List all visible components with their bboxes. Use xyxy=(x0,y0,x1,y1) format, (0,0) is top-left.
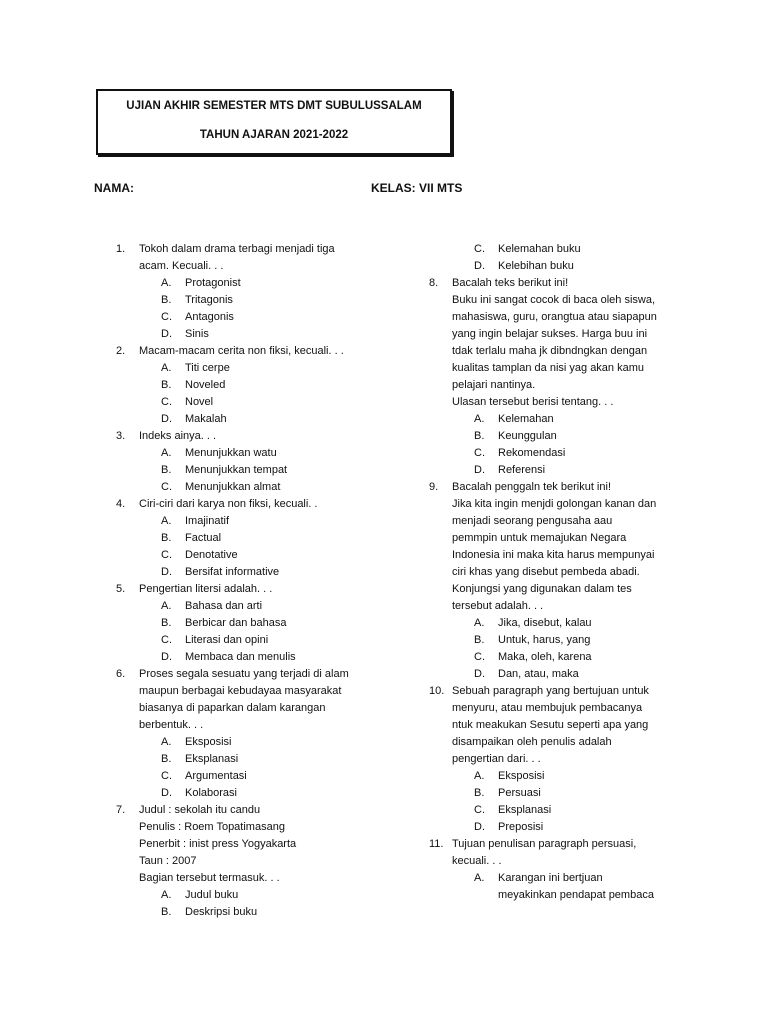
option-letter: D. xyxy=(474,821,485,833)
question xyxy=(116,581,376,598)
option-text: Makalah xyxy=(185,413,227,425)
question xyxy=(116,666,376,734)
option-letter: A. xyxy=(474,872,485,884)
question-text: Taun : 2007 xyxy=(139,855,197,867)
answer-option xyxy=(429,666,679,683)
answer-option xyxy=(116,530,376,547)
option-text: Menunjukkan almat xyxy=(185,481,281,493)
option-text: Novel xyxy=(185,396,214,408)
answer-option xyxy=(116,445,376,462)
question-text: menyuru, atau membujuk pembacanya xyxy=(452,702,643,714)
exam-title-box xyxy=(96,89,452,155)
option-letter: D. xyxy=(474,260,485,272)
question-text: Bacalah teks berikut ini! xyxy=(452,277,569,289)
option-letter: A. xyxy=(161,277,172,289)
option-text: Protagonist xyxy=(185,277,241,289)
option-letter: A. xyxy=(161,600,172,612)
question-text: Judul : sekolah itu candu xyxy=(139,804,261,816)
answer-option xyxy=(429,802,679,819)
question-text: Indeks ainya. . . xyxy=(139,430,217,442)
option-letter: B. xyxy=(161,617,172,629)
question xyxy=(116,343,376,360)
answer-option xyxy=(429,462,679,479)
answer-option xyxy=(429,649,679,666)
question-text: tdak terlalu maha jk dibndngkan dengan xyxy=(452,345,648,357)
option-letter: C. xyxy=(474,804,485,816)
answer-option xyxy=(116,513,376,530)
answer-option xyxy=(116,326,376,343)
question-text: yang ingin belajar sukses. Harga buu ini xyxy=(452,328,648,340)
answer-option xyxy=(116,887,376,904)
option-letter: C. xyxy=(474,447,485,459)
option-text: Menunjukkan watu xyxy=(185,447,277,459)
option-text: Keunggulan xyxy=(498,430,557,442)
answer-option xyxy=(116,734,376,751)
option-text: Jika, disebut, kalau xyxy=(498,617,592,629)
question-text: Buku ini sangat cocok di baca oleh siswa, xyxy=(452,294,656,306)
answer-option xyxy=(116,394,376,411)
option-text: Kelemahan xyxy=(498,413,554,425)
question-text: pelajari nantinya. xyxy=(452,379,536,391)
option-text: Sinis xyxy=(185,328,209,340)
question-text: Ciri-ciri dari karya non fiksi, kecuali. . xyxy=(139,498,318,510)
answer-option xyxy=(116,292,376,309)
option-text: Deskripsi buku xyxy=(185,906,258,918)
answer-option xyxy=(429,632,679,649)
question-text: Penulis : Roem Topatimasang xyxy=(139,821,285,833)
answer-option xyxy=(429,615,679,632)
question xyxy=(116,428,376,445)
answer-option xyxy=(429,241,679,258)
answer-option xyxy=(429,445,679,462)
answer-option xyxy=(116,632,376,649)
answer-option xyxy=(116,649,376,666)
option-text: meyakinkan pendapat pembaca xyxy=(498,889,654,901)
option-letter: C. xyxy=(161,481,172,493)
option-letter: D. xyxy=(474,668,485,680)
option-text: Kelebihan buku xyxy=(498,260,574,272)
option-letter: B. xyxy=(474,787,485,799)
question-text: Pengertian litersi adalah. . . xyxy=(139,583,273,595)
option-letter: A. xyxy=(474,770,485,782)
answer-option xyxy=(116,377,376,394)
option-letter: B. xyxy=(474,430,485,442)
option-letter: B. xyxy=(161,294,172,306)
question xyxy=(429,683,679,768)
option-text: Judul buku xyxy=(185,889,239,901)
answer-option xyxy=(116,479,376,496)
option-text: Eksplanasi xyxy=(185,753,239,765)
question-text: berbentuk. . . xyxy=(139,719,204,731)
question-number: 11. xyxy=(429,838,444,850)
option-letter: B. xyxy=(474,634,485,646)
option-letter: B. xyxy=(161,379,172,391)
question-text: disampaikan oleh penulis adalah xyxy=(452,736,612,748)
option-text: Referensi xyxy=(498,464,546,476)
question-number: 8. xyxy=(429,277,439,289)
option-text: Karangan ini bertjuan xyxy=(498,872,603,884)
option-text: Dan, atau, maka xyxy=(498,668,579,680)
option-text: Factual xyxy=(185,532,222,544)
option-letter: B. xyxy=(161,532,172,544)
option-text: Noveled xyxy=(185,379,226,391)
answer-option xyxy=(116,615,376,632)
option-letter: A. xyxy=(474,413,485,425)
right-question-column xyxy=(429,241,679,904)
option-letter: A. xyxy=(161,515,172,527)
question-text: pengertian dari. . . xyxy=(452,753,541,765)
option-letter: D. xyxy=(161,328,172,340)
answer-option xyxy=(116,309,376,326)
option-letter: C. xyxy=(161,396,172,408)
option-text: Antagonis xyxy=(185,311,234,323)
answer-option xyxy=(116,785,376,802)
answer-option xyxy=(116,904,376,921)
question-text: kecuali. . . xyxy=(452,855,502,867)
option-text: Berbicar dan bahasa xyxy=(185,617,287,629)
option-text: Denotative xyxy=(185,549,238,561)
question-text: Tujuan penulisan paragraph persuasi, xyxy=(452,838,637,850)
option-text: Persuasi xyxy=(498,787,541,799)
option-text: Untuk, harus, yang xyxy=(498,634,591,646)
option-letter: A. xyxy=(474,617,485,629)
answer-option xyxy=(116,598,376,615)
option-letter: D. xyxy=(161,787,172,799)
option-letter: D. xyxy=(161,651,172,663)
question-number: 3. xyxy=(116,430,126,442)
question xyxy=(429,836,679,870)
answer-option xyxy=(429,411,679,428)
option-text: Bersifat informative xyxy=(185,566,280,578)
option-letter: C. xyxy=(474,651,485,663)
option-letter: C. xyxy=(161,770,172,782)
answer-option xyxy=(429,785,679,802)
option-text: Eksplanasi xyxy=(498,804,552,816)
answer-option xyxy=(429,258,679,275)
option-text: Tritagonis xyxy=(185,294,233,306)
option-letter: A. xyxy=(161,447,172,459)
answer-option xyxy=(116,275,376,292)
option-text: Kolaborasi xyxy=(185,787,237,799)
question-number: 5. xyxy=(116,583,126,595)
answer-option xyxy=(116,768,376,785)
exam-year: TAHUN AJARAN 2021-2022 xyxy=(199,129,349,141)
question-text: Bacalah penggaln tek berikut ini! xyxy=(452,481,611,493)
question xyxy=(116,241,376,275)
nama-label: NAMA: xyxy=(94,181,134,195)
question-text: kualitas tamplan da nisi yag akan kamu xyxy=(452,362,644,374)
question-text: Tokoh dalam drama terbagi menjadi tiga xyxy=(139,243,335,255)
option-letter: C. xyxy=(161,549,172,561)
option-letter: A. xyxy=(161,889,172,901)
option-letter: C. xyxy=(474,243,485,255)
option-text: Argumentasi xyxy=(185,770,247,782)
option-text: Titi cerpe xyxy=(185,362,230,374)
option-text: Literasi dan opini xyxy=(185,634,269,646)
answer-option xyxy=(116,564,376,581)
option-text: Menunjukkan tempat xyxy=(185,464,288,476)
question xyxy=(116,496,376,513)
question-number: 9. xyxy=(429,481,439,493)
option-letter: D. xyxy=(161,566,172,578)
question-text: Ulasan tersebut berisi tentang. . . xyxy=(452,396,614,408)
question-text: Konjungsi yang digunakan dalam tes xyxy=(452,583,632,595)
option-letter: B. xyxy=(161,464,172,476)
option-text: Eksposisi xyxy=(498,770,545,782)
option-letter: D. xyxy=(474,464,485,476)
answer-option xyxy=(116,547,376,564)
question-text: Jika kita ingin menjdi golongan kanan dan xyxy=(452,498,657,510)
question-number: 1. xyxy=(116,243,126,255)
answer-option xyxy=(429,768,679,785)
question xyxy=(116,802,376,887)
question-text: menjadi seorang pengusaha aau xyxy=(452,515,613,527)
option-text: Kelemahan buku xyxy=(498,243,581,255)
question-number: 6. xyxy=(116,668,126,680)
answer-option xyxy=(429,870,679,904)
question-number: 7. xyxy=(116,804,126,816)
question-text: Indonesia ini maka kita harus mempunyai xyxy=(452,549,655,561)
question-text: biasanya di paparkan dalam karangan xyxy=(139,702,326,714)
question-text: ntuk meakukan Sesutu seperti apa yang xyxy=(452,719,649,731)
question-text: Penerbit : inist press Yogyakarta xyxy=(139,838,297,850)
option-letter: A. xyxy=(161,362,172,374)
option-letter: C. xyxy=(161,634,172,646)
question-text: Proses segala sesuatu yang terjadi di alam xyxy=(139,668,349,680)
question-text: mahasiswa, guru, orangtua atau siapapun xyxy=(452,311,657,323)
answer-option xyxy=(116,462,376,479)
option-letter: B. xyxy=(161,906,172,918)
option-letter: D. xyxy=(161,413,172,425)
exam-title: UJIAN AKHIR SEMESTER MTS DMT SUBULUSSALAM xyxy=(126,100,422,112)
option-letter: C. xyxy=(161,311,172,323)
option-text: Preposisi xyxy=(498,821,544,833)
question-text: Macam-macam cerita non fiksi, kecuali. . . xyxy=(139,345,344,357)
answer-option xyxy=(429,428,679,445)
question-text: ciri khas yang disebut pembeda abadi. xyxy=(452,566,640,578)
option-text: Bahasa dan arti xyxy=(185,600,263,612)
option-text: Membaca dan menulis xyxy=(185,651,296,663)
question-text: Sebuah paragraph yang bertujuan untuk xyxy=(452,685,649,697)
question-text: maupun berbagai kebudayaa masyarakat xyxy=(139,685,342,697)
question-text: pemmpin untuk memajukan Negara xyxy=(452,532,627,544)
option-text: Imajinatif xyxy=(185,515,230,527)
question xyxy=(429,479,679,615)
question-number: 2. xyxy=(116,345,126,357)
answer-option xyxy=(116,360,376,377)
kelas-label: KELAS: VII MTS xyxy=(371,181,463,195)
answer-option xyxy=(429,819,679,836)
option-text: Eksposisi xyxy=(185,736,232,748)
option-text: Rekomendasi xyxy=(498,447,566,459)
option-letter: B. xyxy=(161,753,172,765)
answer-option xyxy=(116,751,376,768)
question-text: tersebut adalah. . . xyxy=(452,600,544,612)
option-text: Maka, oleh, karena xyxy=(498,651,592,663)
option-letter: A. xyxy=(161,736,172,748)
left-question-column xyxy=(116,241,376,921)
question-number: 4. xyxy=(116,498,126,510)
question-number: 10. xyxy=(429,685,445,697)
question xyxy=(429,275,679,411)
question-text: acam. Kecuali. . . xyxy=(139,260,224,272)
answer-option xyxy=(116,411,376,428)
question-text: Bagian tersebut termasuk. . . xyxy=(139,872,280,884)
